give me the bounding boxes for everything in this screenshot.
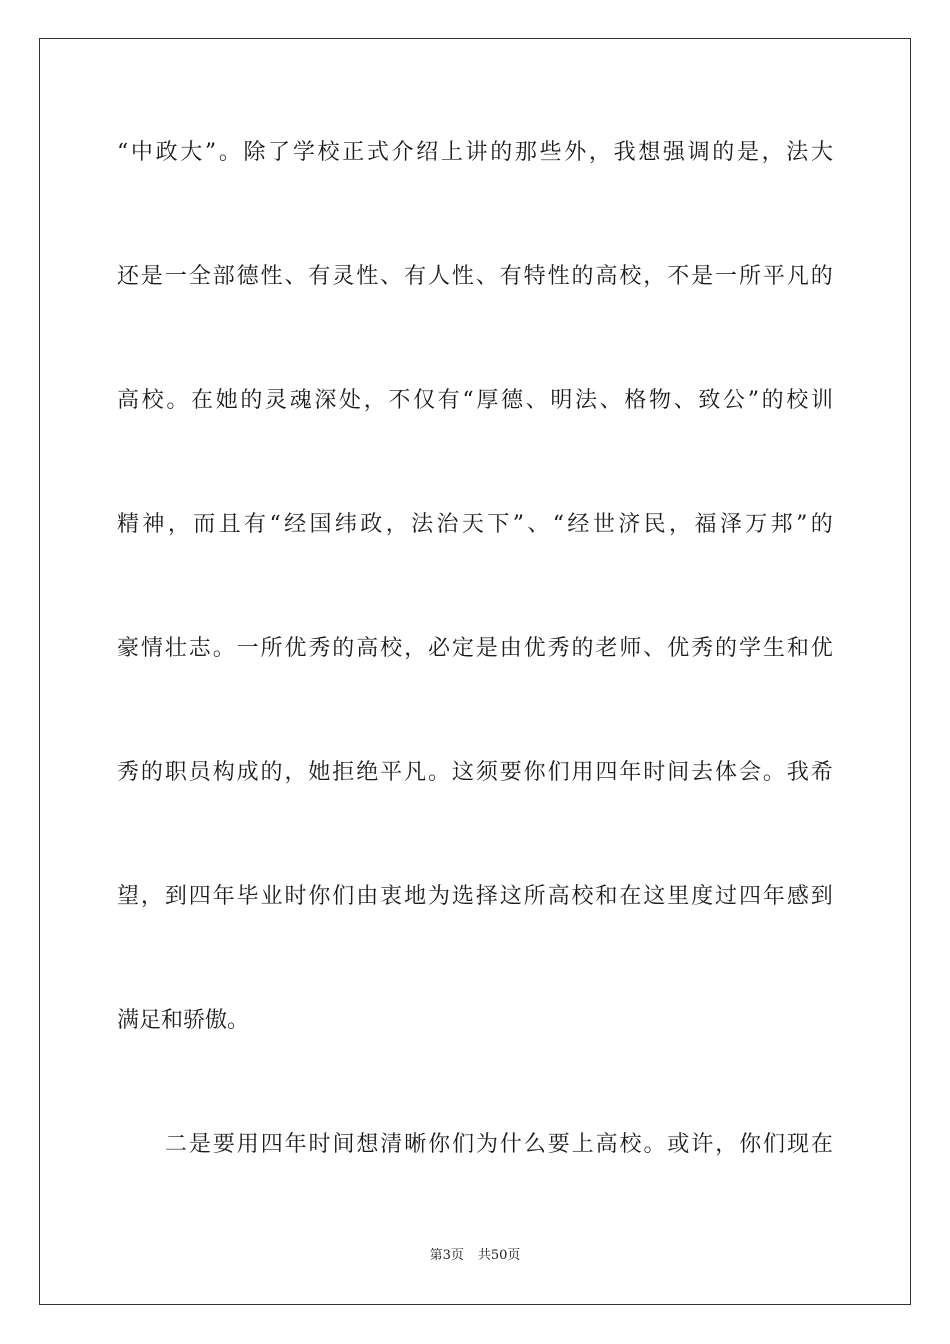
text-line: 还 是 一 全 部 德 性 、 有 灵 性 、 有 人 性 、 有 特 性 的 高 校 ， 不 是 一 所 平 凡 的 xyxy=(117,264,833,289)
page-number: 第3页 xyxy=(429,1248,464,1263)
text-line: 高 校 。 在 她 的 灵 魂 深 处 ， 不 仅 有 “ 厚 德 、 明 法 、 格 物 、 致 公 ” 的 校 训 xyxy=(117,388,833,413)
page-footer xyxy=(0,1247,950,1265)
text-line: 秀 的 职 员 构 成 的 ， 她 拒 绝 平 凡 。 这 须 要 你 们 用 四 年 时 间 去 体 会 。 我 希 xyxy=(117,760,833,785)
page-total: 共50页 xyxy=(477,1248,521,1263)
page-border xyxy=(39,38,911,1305)
text-line: 满足和骄傲。 xyxy=(117,1008,250,1033)
text-line: 豪 情 壮 志 。 一 所 优 秀 的 高 校 ， 必 定 是 由 优 秀 的 老 师 、 优 秀 的 学 生 和 优 xyxy=(117,636,833,661)
text-line: 二 是 要 用 四 年 时 间 想 清 晰 你 们 为 什 么 要 上 高 校 。 或 许 ， 你 们 现 在 xyxy=(165,1132,833,1157)
text-line: 精 神 ， 而 且 有 “ 经 国 纬 政 ， 法 治 天 下 ” 、 “ 经 世 济 民 ， 福 泽 万 邦 ” 的 xyxy=(117,512,833,537)
text-line: 望 ， 到 四 年 毕 业 时 你 们 由 衷 地 为 选 择 这 所 高 校 和 在 这 里 度 过 四 年 感 到 xyxy=(117,884,833,909)
text-line: “ 中 政 大 ” 。 除 了 学 校 正 式 介 绍 上 讲 的 那 些 外 ， 我 想 强 调 的 是 ， 法 大 xyxy=(117,140,833,165)
